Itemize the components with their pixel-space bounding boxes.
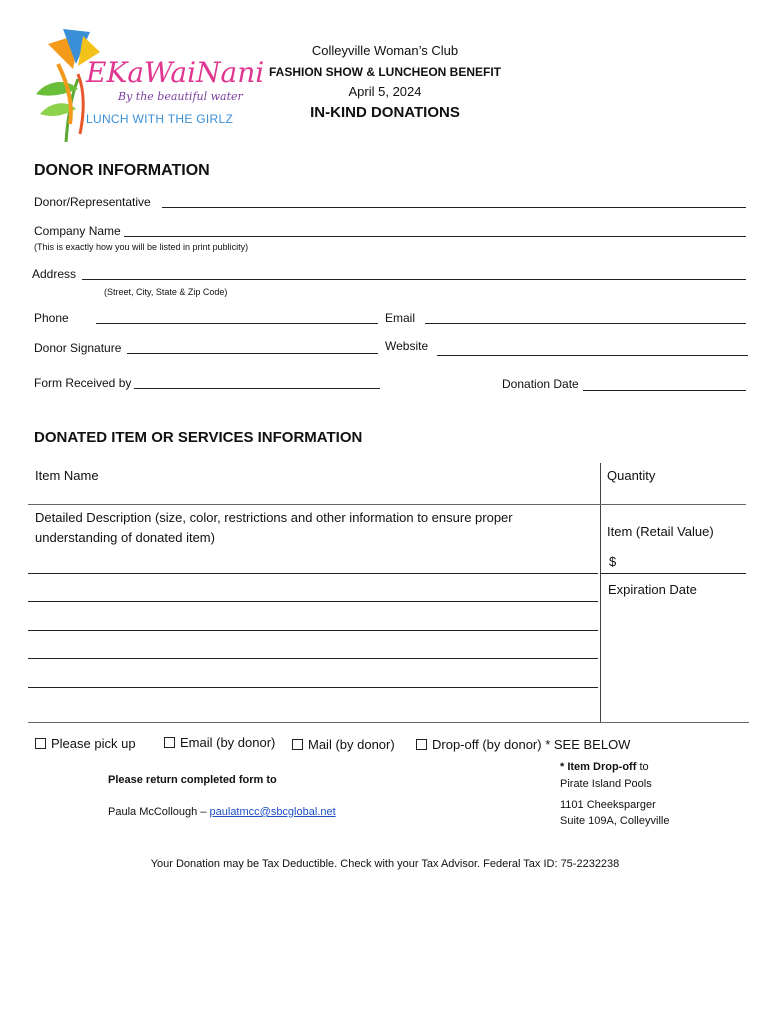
email-option-label: Email (by donor) [180, 735, 276, 750]
donor-representative-label: Donor/Representative [34, 195, 151, 209]
address-note: (Street, City, State & Zip Code) [104, 287, 228, 297]
description-line[interactable] [28, 687, 598, 688]
dropoff-street: 1101 Cheeksparger [560, 799, 656, 811]
contact-name: Paula McCollough – [108, 806, 207, 818]
dropoff-place: Pirate Island Pools [560, 778, 652, 790]
address-label: Address [32, 267, 77, 281]
phone-label: Phone [34, 311, 69, 325]
description-line[interactable] [28, 630, 598, 631]
dropoff-checkbox[interactable] [416, 739, 427, 750]
pickup-option[interactable] [35, 736, 136, 751]
address-field[interactable] [82, 279, 746, 280]
company-name-note: (This is exactly how you will be listed in print publicity) [34, 242, 249, 252]
website-label: Website [385, 339, 429, 353]
event-date: April 5, 2024 [348, 84, 422, 99]
donation-date-label: Donation Date [502, 377, 579, 391]
event-logo [28, 24, 265, 144]
tax-footer: Your Donation may be Tax Deductible. Check with your Tax Advisor. Federal Tax ID: 75-2232238 [150, 858, 620, 870]
dropoff-suite: Suite 109A, Colleyville [560, 815, 670, 827]
signature-field[interactable] [127, 353, 378, 354]
description-line[interactable] [28, 601, 598, 602]
email-checkbox[interactable] [164, 737, 175, 748]
quantity-label: Quantity [607, 468, 656, 483]
description-line[interactable] [28, 658, 598, 659]
email-option[interactable] [164, 735, 275, 750]
contact-email-link[interactable]: paulatmcc@sbcglobal.net [209, 806, 336, 818]
description-line[interactable] [28, 573, 598, 574]
phone-field[interactable] [96, 323, 378, 324]
table-row-divider [28, 504, 746, 505]
description-label: Detailed Description (size, color, restrictions and other information to ensure proper understanding of donated item) [35, 510, 513, 545]
table-divider-vertical [600, 463, 601, 723]
logo-script-title: EKaWaiNani [86, 56, 265, 89]
donor-section-heading: DONOR INFORMATION [34, 162, 210, 179]
dropoff-option[interactable] [416, 737, 630, 752]
table-bottom-divider [28, 722, 749, 723]
dollar-sign: $ [609, 554, 617, 569]
pickup-checkbox[interactable] [35, 738, 46, 749]
return-label: Please return completed form to [108, 774, 277, 786]
event-name: FASHION SHOW & LUNCHEON BENEFIT [268, 65, 501, 79]
page-title: IN-KIND DONATIONS [310, 104, 460, 121]
expiration-date-label: Expiration Date [608, 582, 697, 597]
email-label: Email [385, 311, 416, 325]
dropoff-label: * Item Drop-off [560, 761, 637, 773]
signature-label: Donor Signature [34, 341, 122, 355]
email-field[interactable] [425, 323, 746, 324]
retail-value-field[interactable] [600, 573, 746, 574]
mail-option[interactable] [292, 737, 395, 752]
pickup-label: Please pick up [51, 736, 136, 751]
mail-checkbox[interactable] [292, 739, 303, 750]
mail-option-label: Mail (by donor) [308, 737, 395, 752]
org-name: Colleyville Woman’s Club [311, 43, 459, 58]
return-contact [108, 806, 336, 818]
logo-tagline: By the beautiful water [118, 90, 243, 103]
logo-subtitle: LUNCH WITH THE GIRLZ [86, 112, 234, 126]
donor-representative-field[interactable] [162, 207, 746, 208]
received-by-field[interactable] [134, 388, 380, 389]
company-name-label: Company Name [34, 224, 121, 238]
received-by-label: Form Received by [34, 376, 132, 390]
dropoff-to: to [639, 761, 649, 773]
dropoff-heading [560, 761, 649, 773]
dropoff-option-label: Drop-off (by donor) * SEE BELOW [432, 737, 631, 752]
item-section-heading: DONATED ITEM OR SERVICES INFORMATION [34, 429, 363, 446]
company-name-field[interactable] [124, 236, 746, 237]
website-field[interactable] [437, 355, 748, 356]
donation-date-field[interactable] [583, 390, 746, 391]
item-name-label: Item Name [35, 468, 99, 483]
retail-value-label: Item (Retail Value) [607, 524, 714, 539]
